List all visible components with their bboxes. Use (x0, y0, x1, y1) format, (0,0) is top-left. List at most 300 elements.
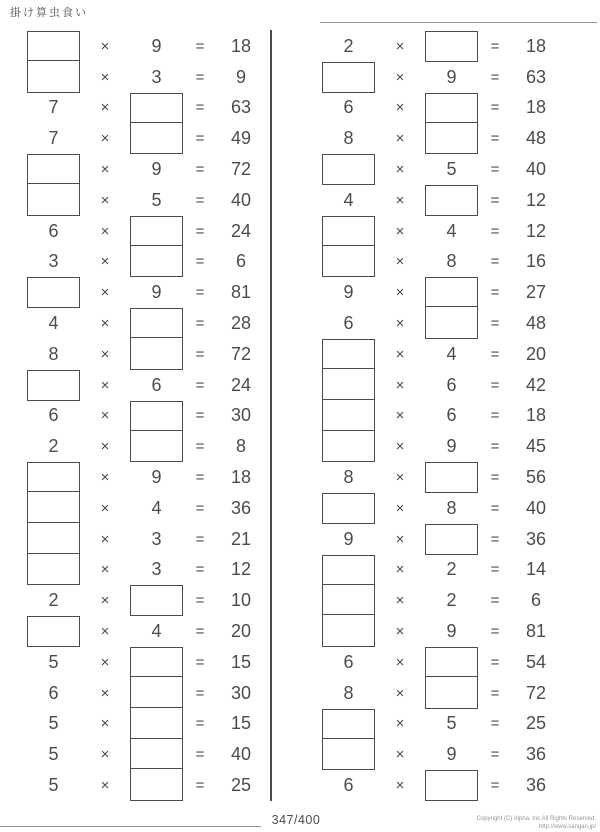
problem-row (295, 31, 567, 62)
answer-box (27, 522, 80, 555)
multiply-sign: × (100, 161, 110, 179)
multiply-sign: × (100, 592, 110, 610)
equals-sign: = (195, 623, 205, 641)
answer-box (130, 337, 183, 370)
problem-row (295, 247, 567, 278)
equals-sign: = (490, 284, 500, 302)
multiplier: 5 (446, 713, 457, 734)
multiplicand: 6 (48, 682, 59, 703)
multiplicand: 8 (343, 467, 354, 488)
multiplicand: 3 (48, 251, 59, 272)
answer-box (27, 491, 80, 524)
equals-sign: = (195, 407, 205, 425)
product-value: 30 (230, 682, 252, 703)
answer-box (322, 555, 375, 586)
multiply-sign: × (395, 37, 405, 55)
answer-box (322, 154, 375, 185)
product-value: 9 (235, 66, 246, 87)
equals-sign: = (490, 777, 500, 795)
multiplier: 8 (446, 497, 457, 518)
multiplicand: 6 (343, 775, 354, 796)
answer-box (130, 707, 183, 740)
equals-sign: = (490, 376, 500, 394)
answer-box (322, 245, 375, 278)
answer-box (322, 62, 375, 93)
multiplicand: 9 (343, 528, 354, 549)
multiplier: 2 (446, 590, 457, 611)
multiplier: 9 (151, 35, 162, 56)
product-value: 20 (525, 343, 547, 364)
product-value: 56 (525, 467, 547, 488)
product-value: 6 (530, 590, 541, 611)
product-value: 81 (525, 621, 547, 642)
equals-sign: = (490, 653, 500, 671)
multiplier: 9 (151, 159, 162, 180)
answer-box (425, 306, 478, 339)
answer-box (425, 676, 478, 709)
problem-row (295, 555, 567, 586)
equals-sign: = (195, 161, 205, 179)
product-value: 72 (230, 159, 252, 180)
product-value: 18 (230, 35, 252, 56)
problem-row (295, 524, 567, 555)
problem-row (295, 185, 567, 216)
problems-column (0, 31, 272, 801)
answer-box (322, 709, 375, 740)
problem-row (295, 585, 567, 616)
multiply-sign: × (395, 746, 405, 764)
answer-box (425, 524, 478, 555)
multiply-sign: × (395, 653, 405, 671)
multiply-sign: × (100, 253, 110, 271)
problem-row (0, 401, 272, 432)
answer-box (322, 493, 375, 524)
answer-box (425, 770, 478, 801)
problem-row (295, 709, 567, 740)
product-value: 25 (525, 713, 547, 734)
answer-box (322, 584, 375, 617)
multiply-sign: × (100, 530, 110, 548)
equals-sign: = (490, 623, 500, 641)
multiply-sign: × (100, 623, 110, 641)
product-value: 72 (230, 343, 252, 364)
multiplier: 5 (446, 159, 457, 180)
equals-sign: = (490, 592, 500, 610)
problem-row (295, 647, 567, 678)
problem-row (0, 185, 272, 216)
multiply-sign: × (395, 438, 405, 456)
multiplicand: 5 (48, 744, 59, 765)
answer-box (27, 183, 80, 216)
multiply-sign: × (395, 469, 405, 487)
multiplicand: 4 (343, 189, 354, 210)
equals-sign: = (490, 37, 500, 55)
problem-row (295, 62, 567, 93)
product-value: 45 (525, 436, 547, 457)
multiplier: 8 (446, 251, 457, 272)
answer-box (130, 401, 183, 432)
answer-box (322, 614, 375, 647)
multiplier: 9 (446, 66, 457, 87)
equals-sign: = (195, 345, 205, 363)
multiplicand: 6 (48, 405, 59, 426)
equals-sign: = (195, 469, 205, 487)
multiply-sign: × (395, 315, 405, 333)
multiplicand: 6 (343, 651, 354, 672)
equals-sign: = (195, 684, 205, 702)
product-value: 36 (230, 497, 252, 518)
answer-box (27, 370, 80, 401)
answer-box (425, 462, 478, 493)
product-value: 40 (230, 744, 252, 765)
multiplicand: 4 (48, 313, 59, 334)
equals-sign: = (195, 222, 205, 240)
problem-row (295, 616, 567, 647)
copyright-url: http://www.sangan.jp/ (538, 824, 596, 831)
product-value: 27 (525, 282, 547, 303)
copyright-notice (477, 815, 596, 831)
multiply-sign: × (100, 315, 110, 333)
multiplicand: 8 (343, 682, 354, 703)
equals-sign: = (490, 407, 500, 425)
problem-row (295, 308, 567, 339)
product-value: 36 (525, 528, 547, 549)
multiplier: 4 (446, 343, 457, 364)
multiply-sign: × (100, 407, 110, 425)
footer-rule-line (0, 826, 261, 827)
problem-row (0, 370, 272, 401)
equals-sign: = (195, 37, 205, 55)
problem-row (295, 739, 567, 770)
product-value: 42 (525, 374, 547, 395)
equals-sign: = (195, 499, 205, 517)
product-value: 18 (525, 35, 547, 56)
multiply-sign: × (395, 284, 405, 302)
equals-sign: = (490, 161, 500, 179)
multiplier: 4 (446, 220, 457, 241)
multiplier: 9 (151, 467, 162, 488)
equals-sign: = (490, 345, 500, 363)
multiply-sign: × (395, 499, 405, 517)
equals-sign: = (195, 438, 205, 456)
answer-box (322, 339, 375, 370)
problems-column (295, 31, 567, 801)
equals-sign: = (490, 530, 500, 548)
answer-box (425, 122, 478, 155)
product-value: 15 (230, 651, 252, 672)
multiply-sign: × (100, 222, 110, 240)
product-value: 49 (230, 128, 252, 149)
product-value: 24 (230, 220, 252, 241)
product-value: 36 (525, 744, 547, 765)
problem-row (295, 401, 567, 432)
multiply-sign: × (395, 345, 405, 363)
equals-sign: = (195, 284, 205, 302)
product-value: 10 (230, 590, 252, 611)
multiplicand: 2 (48, 436, 59, 457)
product-value: 25 (230, 775, 252, 796)
problem-row (0, 154, 272, 185)
answer-box (130, 676, 183, 709)
equals-sign: = (490, 438, 500, 456)
equals-sign: = (490, 746, 500, 764)
problem-row (295, 154, 567, 185)
multiplier: 3 (151, 528, 162, 549)
equals-sign: = (195, 68, 205, 86)
problem-row (295, 277, 567, 308)
answer-box (425, 647, 478, 678)
equals-sign: = (195, 191, 205, 209)
multiplicand: 5 (48, 651, 59, 672)
answer-box (130, 308, 183, 339)
product-value: 40 (525, 497, 547, 518)
answer-box (425, 277, 478, 308)
product-value: 48 (525, 128, 547, 149)
multiplier: 3 (151, 559, 162, 580)
problem-row (295, 462, 567, 493)
equals-sign: = (195, 315, 205, 333)
equals-sign: = (490, 684, 500, 702)
product-value: 18 (525, 97, 547, 118)
answer-box (27, 31, 80, 62)
product-value: 40 (230, 189, 252, 210)
multiply-sign: × (100, 284, 110, 302)
multiply-sign: × (395, 684, 405, 702)
equals-sign: = (195, 253, 205, 271)
problem-row (0, 93, 272, 124)
answer-box (130, 768, 183, 801)
answer-box (130, 585, 183, 616)
multiplicand: 2 (343, 35, 354, 56)
answer-box (27, 60, 80, 93)
multiplicand: 8 (48, 343, 59, 364)
multiplicand: 6 (48, 220, 59, 241)
product-value: 12 (525, 189, 547, 210)
equals-sign: = (490, 222, 500, 240)
answer-box (27, 277, 80, 308)
multiplier: 6 (446, 405, 457, 426)
multiplicand: 7 (48, 128, 59, 149)
product-value: 72 (525, 682, 547, 703)
multiply-sign: × (395, 407, 405, 425)
multiply-sign: × (100, 345, 110, 363)
product-value: 36 (525, 775, 547, 796)
answer-box (27, 616, 80, 647)
multiplicand: 7 (48, 97, 59, 118)
multiplier: 9 (446, 436, 457, 457)
equals-sign: = (490, 499, 500, 517)
equals-sign: = (490, 130, 500, 148)
problem-row (0, 524, 272, 555)
equals-sign: = (490, 191, 500, 209)
multiplicand: 2 (48, 590, 59, 611)
product-value: 81 (230, 282, 252, 303)
equals-sign: = (195, 99, 205, 117)
problem-row (0, 678, 272, 709)
answer-box (130, 430, 183, 463)
multiply-sign: × (395, 253, 405, 271)
answer-box (27, 154, 80, 185)
problem-row (0, 739, 272, 770)
column-divider-line (270, 30, 272, 801)
multiply-sign: × (395, 161, 405, 179)
answer-box (322, 738, 375, 771)
product-value: 20 (230, 621, 252, 642)
answer-box (425, 93, 478, 124)
product-value: 54 (525, 651, 547, 672)
product-value: 40 (525, 159, 547, 180)
product-value: 14 (525, 559, 547, 580)
problem-row (0, 339, 272, 370)
multiply-sign: × (100, 68, 110, 86)
equals-sign: = (195, 592, 205, 610)
multiply-sign: × (100, 469, 110, 487)
multiplicand: 9 (343, 282, 354, 303)
problem-row (0, 247, 272, 278)
problem-row (0, 431, 272, 462)
multiplier: 2 (446, 559, 457, 580)
equals-sign: = (490, 561, 500, 579)
problem-row (295, 678, 567, 709)
product-value: 48 (525, 313, 547, 334)
problem-row (0, 493, 272, 524)
multiply-sign: × (100, 746, 110, 764)
product-value: 16 (525, 251, 547, 272)
equals-sign: = (195, 715, 205, 733)
multiply-sign: × (395, 191, 405, 209)
problem-row (0, 31, 272, 62)
problem-row (295, 93, 567, 124)
equals-sign: = (490, 253, 500, 271)
multiply-sign: × (100, 191, 110, 209)
multiply-sign: × (395, 222, 405, 240)
answer-box (130, 93, 183, 124)
product-value: 15 (230, 713, 252, 734)
multiplicand: 6 (343, 97, 354, 118)
multiply-sign: × (395, 130, 405, 148)
equals-sign: = (490, 469, 500, 487)
problem-row (0, 277, 272, 308)
equals-sign: = (195, 746, 205, 764)
answer-box (322, 368, 375, 401)
answer-box (425, 31, 478, 62)
multiply-sign: × (395, 530, 405, 548)
copyright-line: Copyright (C) Alpha, Inc All Rights Reserved. (476, 816, 596, 822)
multiply-sign: × (395, 68, 405, 86)
problem-row (0, 616, 272, 647)
multiply-sign: × (100, 653, 110, 671)
product-value: 30 (230, 405, 252, 426)
product-value: 63 (525, 66, 547, 87)
problem-row (295, 123, 567, 154)
multiply-sign: × (100, 99, 110, 117)
problem-row (295, 339, 567, 370)
equals-sign: = (195, 130, 205, 148)
multiply-sign: × (395, 777, 405, 795)
equals-sign: = (195, 777, 205, 795)
product-value: 24 (230, 374, 252, 395)
problem-row (0, 709, 272, 740)
problem-row (0, 462, 272, 493)
answer-box (130, 738, 183, 771)
multiply-sign: × (100, 438, 110, 456)
product-value: 12 (230, 559, 252, 580)
answer-box (322, 216, 375, 247)
multiply-sign: × (395, 561, 405, 579)
multiplier: 9 (446, 621, 457, 642)
answer-box (27, 553, 80, 586)
problem-row (0, 216, 272, 247)
problem-row (295, 431, 567, 462)
equals-sign: = (490, 99, 500, 117)
multiplier: 9 (151, 282, 162, 303)
multiply-sign: × (100, 561, 110, 579)
multiply-sign: × (100, 715, 110, 733)
multiply-sign: × (100, 499, 110, 517)
multiply-sign: × (100, 376, 110, 394)
equals-sign: = (195, 561, 205, 579)
problem-row (295, 370, 567, 401)
answer-box (130, 122, 183, 155)
problem-row (295, 770, 567, 801)
multiplicand: 5 (48, 775, 59, 796)
equals-sign: = (195, 530, 205, 548)
problem-row (0, 555, 272, 586)
multiply-sign: × (100, 37, 110, 55)
answer-box (322, 430, 375, 463)
page-title: 掛け算虫食い (10, 7, 88, 19)
multiply-sign: × (395, 623, 405, 641)
equals-sign: = (195, 653, 205, 671)
multiplier: 3 (151, 66, 162, 87)
product-value: 18 (525, 405, 547, 426)
answer-box (130, 245, 183, 278)
answer-box (27, 462, 80, 493)
multiply-sign: × (395, 376, 405, 394)
multiplier: 5 (151, 189, 162, 210)
multiplier: 9 (446, 744, 457, 765)
equals-sign: = (490, 315, 500, 333)
equals-sign: = (195, 376, 205, 394)
answer-box (322, 399, 375, 432)
equals-sign: = (490, 715, 500, 733)
answer-box (425, 185, 478, 216)
answer-box (130, 647, 183, 678)
header-rule-line (320, 22, 597, 23)
multiply-sign: × (100, 777, 110, 795)
multiply-sign: × (395, 715, 405, 733)
product-value: 8 (235, 436, 246, 457)
problem-row (0, 770, 272, 801)
product-value: 12 (525, 220, 547, 241)
problem-row (295, 493, 567, 524)
multiply-sign: × (100, 130, 110, 148)
multiplicand: 5 (48, 713, 59, 734)
problem-row (0, 308, 272, 339)
multiplier: 6 (446, 374, 457, 395)
problem-row (0, 62, 272, 93)
product-value: 18 (230, 467, 252, 488)
answer-box (130, 216, 183, 247)
multiply-sign: × (100, 684, 110, 702)
problem-row (0, 123, 272, 154)
multiplier: 4 (151, 497, 162, 518)
multiplier: 6 (151, 374, 162, 395)
multiplicand: 8 (343, 128, 354, 149)
problem-row (0, 585, 272, 616)
product-value: 6 (235, 251, 246, 272)
product-value: 21 (230, 528, 252, 549)
